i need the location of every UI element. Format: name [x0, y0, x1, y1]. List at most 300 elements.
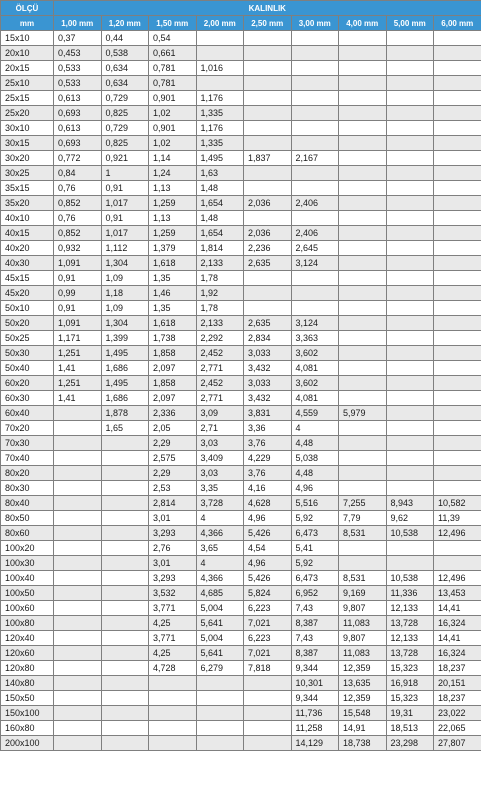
weight-cell [54, 436, 102, 451]
weight-cell: 3,293 [149, 571, 197, 586]
weight-cell [434, 451, 481, 466]
weight-cell [339, 346, 387, 361]
weight-cell [434, 76, 481, 91]
weight-cell: 16,918 [386, 676, 434, 691]
size-cell: 20x15 [1, 61, 54, 76]
weight-cell: 14,41 [434, 631, 481, 646]
weight-cell: 3,728 [196, 496, 244, 511]
size-cell: 15x10 [1, 31, 54, 46]
weight-cell [54, 556, 102, 571]
weight-cell: 3,293 [149, 526, 197, 541]
weight-cell [434, 271, 481, 286]
weight-cell [244, 301, 292, 316]
weight-cell: 0,99 [54, 286, 102, 301]
weight-cell: 3,01 [149, 556, 197, 571]
weight-cell [339, 541, 387, 556]
size-cell: 100x80 [1, 616, 54, 631]
weight-cell: 5,41 [291, 541, 339, 556]
weight-cell: 1,176 [196, 121, 244, 136]
weight-cell [386, 421, 434, 436]
weight-cell: 1,495 [101, 376, 149, 391]
weight-cell: 8,531 [339, 526, 387, 541]
weight-cell: 4,96 [291, 481, 339, 496]
size-cell: 200x100 [1, 736, 54, 751]
weight-cell: 5,979 [339, 406, 387, 421]
weight-cell [386, 346, 434, 361]
weight-cell [291, 61, 339, 76]
weight-cell: 0,661 [149, 46, 197, 61]
weight-cell [339, 391, 387, 406]
weight-cell: 0,533 [54, 61, 102, 76]
weight-cell: 2,05 [149, 421, 197, 436]
weight-cell: 0,921 [101, 151, 149, 166]
weight-cell: 1,14 [149, 151, 197, 166]
weight-cell [54, 586, 102, 601]
weight-cell [196, 31, 244, 46]
weight-cell: 2,097 [149, 361, 197, 376]
size-cell: 30x10 [1, 121, 54, 136]
weight-cell [54, 496, 102, 511]
weight-cell [386, 286, 434, 301]
table-row [1, 181, 481, 196]
size-cell: 150x50 [1, 691, 54, 706]
weight-cell: 5,038 [291, 451, 339, 466]
table-row [1, 121, 481, 136]
weight-cell [244, 271, 292, 286]
thickness-col-8: 5,00 mm [386, 16, 434, 31]
weight-cell: 9,807 [339, 631, 387, 646]
weight-cell: 1,41 [54, 361, 102, 376]
table-row [1, 706, 481, 721]
size-cell: 45x15 [1, 271, 54, 286]
weight-cell [244, 691, 292, 706]
weight-cell: 2,29 [149, 436, 197, 451]
size-cell: 80x20 [1, 466, 54, 481]
weight-cell [339, 481, 387, 496]
weight-cell: 3,01 [149, 511, 197, 526]
weight-cell: 6,473 [291, 526, 339, 541]
weight-cell: 19,31 [386, 706, 434, 721]
weight-cell: 4,559 [291, 406, 339, 421]
weight-cell [291, 136, 339, 151]
weight-cell [101, 721, 149, 736]
weight-cell: 23,298 [386, 736, 434, 751]
weight-cell [339, 451, 387, 466]
weight-cell [386, 556, 434, 571]
weight-cell: 2,635 [244, 316, 292, 331]
weight-cell: 2,575 [149, 451, 197, 466]
weight-cell: 3,76 [244, 466, 292, 481]
weight-cell [54, 451, 102, 466]
weight-cell: 4,16 [244, 481, 292, 496]
table-row [1, 91, 481, 106]
weight-cell: 3,532 [149, 586, 197, 601]
table-row [1, 451, 481, 466]
table-row [1, 496, 481, 511]
weight-cell [244, 121, 292, 136]
weight-cell [291, 301, 339, 316]
thickness-header: KALINLIK [54, 1, 481, 16]
weight-cell [434, 466, 481, 481]
size-cell: 100x50 [1, 586, 54, 601]
weight-cell: 3,432 [244, 391, 292, 406]
weight-cell: 0,781 [149, 61, 197, 76]
weight-cell: 3,409 [196, 451, 244, 466]
weight-cell: 13,728 [386, 616, 434, 631]
weight-cell: 4,96 [244, 556, 292, 571]
weight-cell [434, 331, 481, 346]
weight-cell: 1,02 [149, 136, 197, 151]
weight-cell: 3,03 [196, 466, 244, 481]
weight-cell [244, 46, 292, 61]
weight-cell: 1,13 [149, 181, 197, 196]
weight-cell: 2,645 [291, 241, 339, 256]
table-row [1, 616, 481, 631]
size-cell: 60x20 [1, 376, 54, 391]
size-cell: 100x60 [1, 601, 54, 616]
weight-cell [54, 511, 102, 526]
weight-cell [434, 226, 481, 241]
weight-cell: 0,613 [54, 121, 102, 136]
thickness-col-9: 6,00 mm [434, 16, 481, 31]
weight-cell: 7,021 [244, 616, 292, 631]
weight-cell [386, 301, 434, 316]
size-cell: 50x30 [1, 346, 54, 361]
weight-cell: 5,516 [291, 496, 339, 511]
weight-cell [54, 646, 102, 661]
table-row [1, 31, 481, 46]
table-row [1, 466, 481, 481]
weight-cell [244, 286, 292, 301]
weight-cell [54, 466, 102, 481]
weight-cell [339, 166, 387, 181]
size-cell: 30x15 [1, 136, 54, 151]
weight-cell [386, 61, 434, 76]
weight-cell: 2,76 [149, 541, 197, 556]
weight-cell: 1,091 [54, 316, 102, 331]
weight-cell: 1,814 [196, 241, 244, 256]
weight-cell: 27,807 [434, 736, 481, 751]
weight-cell: 12,359 [339, 691, 387, 706]
weight-cell: 1,48 [196, 181, 244, 196]
weight-cell [244, 166, 292, 181]
weight-cell [54, 406, 102, 421]
weight-cell [244, 676, 292, 691]
weight-cell: 0,91 [54, 301, 102, 316]
size-cell: 35x15 [1, 181, 54, 196]
table-row [1, 301, 481, 316]
weight-cell [339, 61, 387, 76]
weight-cell: 3,09 [196, 406, 244, 421]
weight-cell: 5,92 [291, 511, 339, 526]
size-cell: 60x40 [1, 406, 54, 421]
table-row [1, 556, 481, 571]
weight-cell [339, 466, 387, 481]
weight-cell [54, 691, 102, 706]
weight-cell: 7,021 [244, 646, 292, 661]
size-cell: 50x40 [1, 361, 54, 376]
table-body [1, 31, 481, 751]
weight-cell: 9,344 [291, 661, 339, 676]
table-row [1, 256, 481, 271]
weight-cell [54, 571, 102, 586]
weight-cell: 1,259 [149, 226, 197, 241]
weight-cell: 5,426 [244, 526, 292, 541]
weight-cell: 7,79 [339, 511, 387, 526]
weight-cell: 5,426 [244, 571, 292, 586]
table-row [1, 106, 481, 121]
table-row [1, 691, 481, 706]
weight-cell [434, 121, 481, 136]
weight-cell [434, 256, 481, 271]
weight-cell [339, 211, 387, 226]
weight-cell [434, 481, 481, 496]
weight-cell [386, 136, 434, 151]
weight-cell: 4,628 [244, 496, 292, 511]
table-row [1, 211, 481, 226]
table-row [1, 46, 481, 61]
weight-cell [434, 136, 481, 151]
weight-cell [386, 181, 434, 196]
weight-cell: 1,13 [149, 211, 197, 226]
table-row [1, 76, 481, 91]
weight-cell: 2,133 [196, 316, 244, 331]
weight-cell [386, 31, 434, 46]
weight-cell: 15,548 [339, 706, 387, 721]
weight-cell: 8,387 [291, 646, 339, 661]
weight-cell [339, 136, 387, 151]
weight-cell [339, 556, 387, 571]
thickness-col-7: 4,00 mm [339, 16, 387, 31]
weight-cell [54, 676, 102, 691]
weight-cell: 11,083 [339, 616, 387, 631]
weight-cell [291, 91, 339, 106]
weight-cell: 12,359 [339, 661, 387, 676]
weight-cell [434, 406, 481, 421]
weight-cell [101, 451, 149, 466]
thickness-col-5: 2,50 mm [244, 16, 292, 31]
weight-cell: 4,081 [291, 361, 339, 376]
size-cell: 25x15 [1, 91, 54, 106]
table-row [1, 346, 481, 361]
weight-cell [291, 211, 339, 226]
weight-cell: 0,634 [101, 76, 149, 91]
weight-cell: 5,824 [244, 586, 292, 601]
weight-cell [101, 646, 149, 661]
weight-cell [54, 526, 102, 541]
size-cell: 30x20 [1, 151, 54, 166]
weight-cell: 2,452 [196, 346, 244, 361]
weight-cell [101, 436, 149, 451]
size-cell: 50x20 [1, 316, 54, 331]
weight-cell: 0,533 [54, 76, 102, 91]
weight-cell [101, 526, 149, 541]
size-cell: 100x40 [1, 571, 54, 586]
thickness-col-6: 3,00 mm [291, 16, 339, 31]
weight-cell: 0,613 [54, 91, 102, 106]
weight-cell [434, 421, 481, 436]
table-row [1, 151, 481, 166]
thickness-col-2: 1,20 mm [101, 16, 149, 31]
weight-cell: 1,176 [196, 91, 244, 106]
thickness-col-3: 1,50 mm [149, 16, 197, 31]
weight-cell [339, 106, 387, 121]
weight-cell [339, 286, 387, 301]
size-cell: 100x30 [1, 556, 54, 571]
weight-cell: 8,387 [291, 616, 339, 631]
weight-cell [434, 301, 481, 316]
weight-cell [291, 76, 339, 91]
weight-cell: 1,618 [149, 316, 197, 331]
header-row-units [1, 16, 481, 31]
weight-cell: 3,35 [196, 481, 244, 496]
weight-cell: 3,602 [291, 376, 339, 391]
weight-cell [101, 736, 149, 751]
weight-cell [339, 271, 387, 286]
weight-cell [386, 451, 434, 466]
weight-cell: 2,336 [149, 406, 197, 421]
size-cell: 30x25 [1, 166, 54, 181]
weight-cell [434, 46, 481, 61]
table-row [1, 526, 481, 541]
table-row [1, 286, 481, 301]
weight-cell: 10,538 [386, 571, 434, 586]
weight-cell: 2,097 [149, 391, 197, 406]
table-row [1, 376, 481, 391]
table-row [1, 676, 481, 691]
table-row [1, 436, 481, 451]
table-row [1, 586, 481, 601]
table-row [1, 661, 481, 676]
weight-cell [291, 286, 339, 301]
weight-cell [196, 691, 244, 706]
weight-cell: 1,35 [149, 271, 197, 286]
weight-cell: 2,771 [196, 361, 244, 376]
weight-cell [386, 121, 434, 136]
weight-cell [339, 46, 387, 61]
weight-cell: 1,495 [101, 346, 149, 361]
weight-cell [434, 31, 481, 46]
table-row [1, 646, 481, 661]
weight-cell [434, 181, 481, 196]
weight-cell: 12,496 [434, 571, 481, 586]
weight-cell: 16,324 [434, 616, 481, 631]
weight-cell: 8,531 [339, 571, 387, 586]
weight-cell [339, 76, 387, 91]
weight-cell [386, 106, 434, 121]
weight-cell: 9,62 [386, 511, 434, 526]
weight-cell: 11,39 [434, 511, 481, 526]
weight-cell [244, 736, 292, 751]
weight-cell: 4,25 [149, 616, 197, 631]
weight-cell [196, 76, 244, 91]
weight-cell [339, 121, 387, 136]
size-cell: 140x80 [1, 676, 54, 691]
weight-cell: 1,78 [196, 301, 244, 316]
header-row-top [1, 1, 481, 16]
weight-cell: 0,37 [54, 31, 102, 46]
weight-cell: 7,43 [291, 601, 339, 616]
table-row [1, 391, 481, 406]
weight-cell [386, 466, 434, 481]
weight-cell: 2,133 [196, 256, 244, 271]
weight-cell [386, 436, 434, 451]
weight-cell: 2,771 [196, 391, 244, 406]
weight-cell: 12,133 [386, 631, 434, 646]
weight-cell [149, 706, 197, 721]
weight-cell [291, 166, 339, 181]
weight-cell: 0,634 [101, 61, 149, 76]
table-row [1, 721, 481, 736]
weight-cell: 9,169 [339, 586, 387, 601]
weight-cell [54, 661, 102, 676]
weight-cell [54, 616, 102, 631]
weight-cell [149, 691, 197, 706]
weight-cell: 1,112 [101, 241, 149, 256]
weight-cell [101, 631, 149, 646]
size-cell: 120x80 [1, 661, 54, 676]
weight-cell: 2,53 [149, 481, 197, 496]
weight-cell: 3,432 [244, 361, 292, 376]
weight-cell: 0,901 [149, 121, 197, 136]
weight-cell [386, 91, 434, 106]
weight-cell [244, 181, 292, 196]
weight-cell [434, 556, 481, 571]
weight-cell [244, 106, 292, 121]
weight-cell [339, 376, 387, 391]
weight-cell [149, 721, 197, 736]
weight-cell [434, 391, 481, 406]
weight-cell: 0,84 [54, 166, 102, 181]
weight-cell: 0,781 [149, 76, 197, 91]
weight-cell: 4,25 [149, 646, 197, 661]
weight-cell: 0,693 [54, 136, 102, 151]
weight-cell: 4,366 [196, 526, 244, 541]
weight-cell: 1,335 [196, 106, 244, 121]
weight-cell: 9,807 [339, 601, 387, 616]
weight-cell [386, 46, 434, 61]
weight-cell: 11,083 [339, 646, 387, 661]
weight-cell: 3,602 [291, 346, 339, 361]
weight-cell: 6,473 [291, 571, 339, 586]
size-cell: 35x20 [1, 196, 54, 211]
weight-cell: 2,406 [291, 226, 339, 241]
table-row [1, 61, 481, 76]
weight-cell [386, 481, 434, 496]
weight-cell [386, 406, 434, 421]
weight-cell: 3,033 [244, 376, 292, 391]
weight-cell: 5,641 [196, 646, 244, 661]
weight-cell [54, 736, 102, 751]
weight-cell [291, 181, 339, 196]
weight-cell: 5,004 [196, 631, 244, 646]
weight-cell: 11,736 [291, 706, 339, 721]
weight-cell: 6,952 [291, 586, 339, 601]
weight-cell: 5,92 [291, 556, 339, 571]
weight-cell [434, 361, 481, 376]
weight-cell: 0,693 [54, 106, 102, 121]
table-row [1, 226, 481, 241]
weight-cell: 4 [196, 556, 244, 571]
weight-cell [339, 316, 387, 331]
size-header: ÖLÇÜ [1, 1, 54, 16]
weight-cell: 1,48 [196, 211, 244, 226]
weight-cell: 4,081 [291, 391, 339, 406]
weight-cell: 0,54 [149, 31, 197, 46]
weight-cell [54, 631, 102, 646]
table-row [1, 481, 481, 496]
weight-cell [244, 91, 292, 106]
